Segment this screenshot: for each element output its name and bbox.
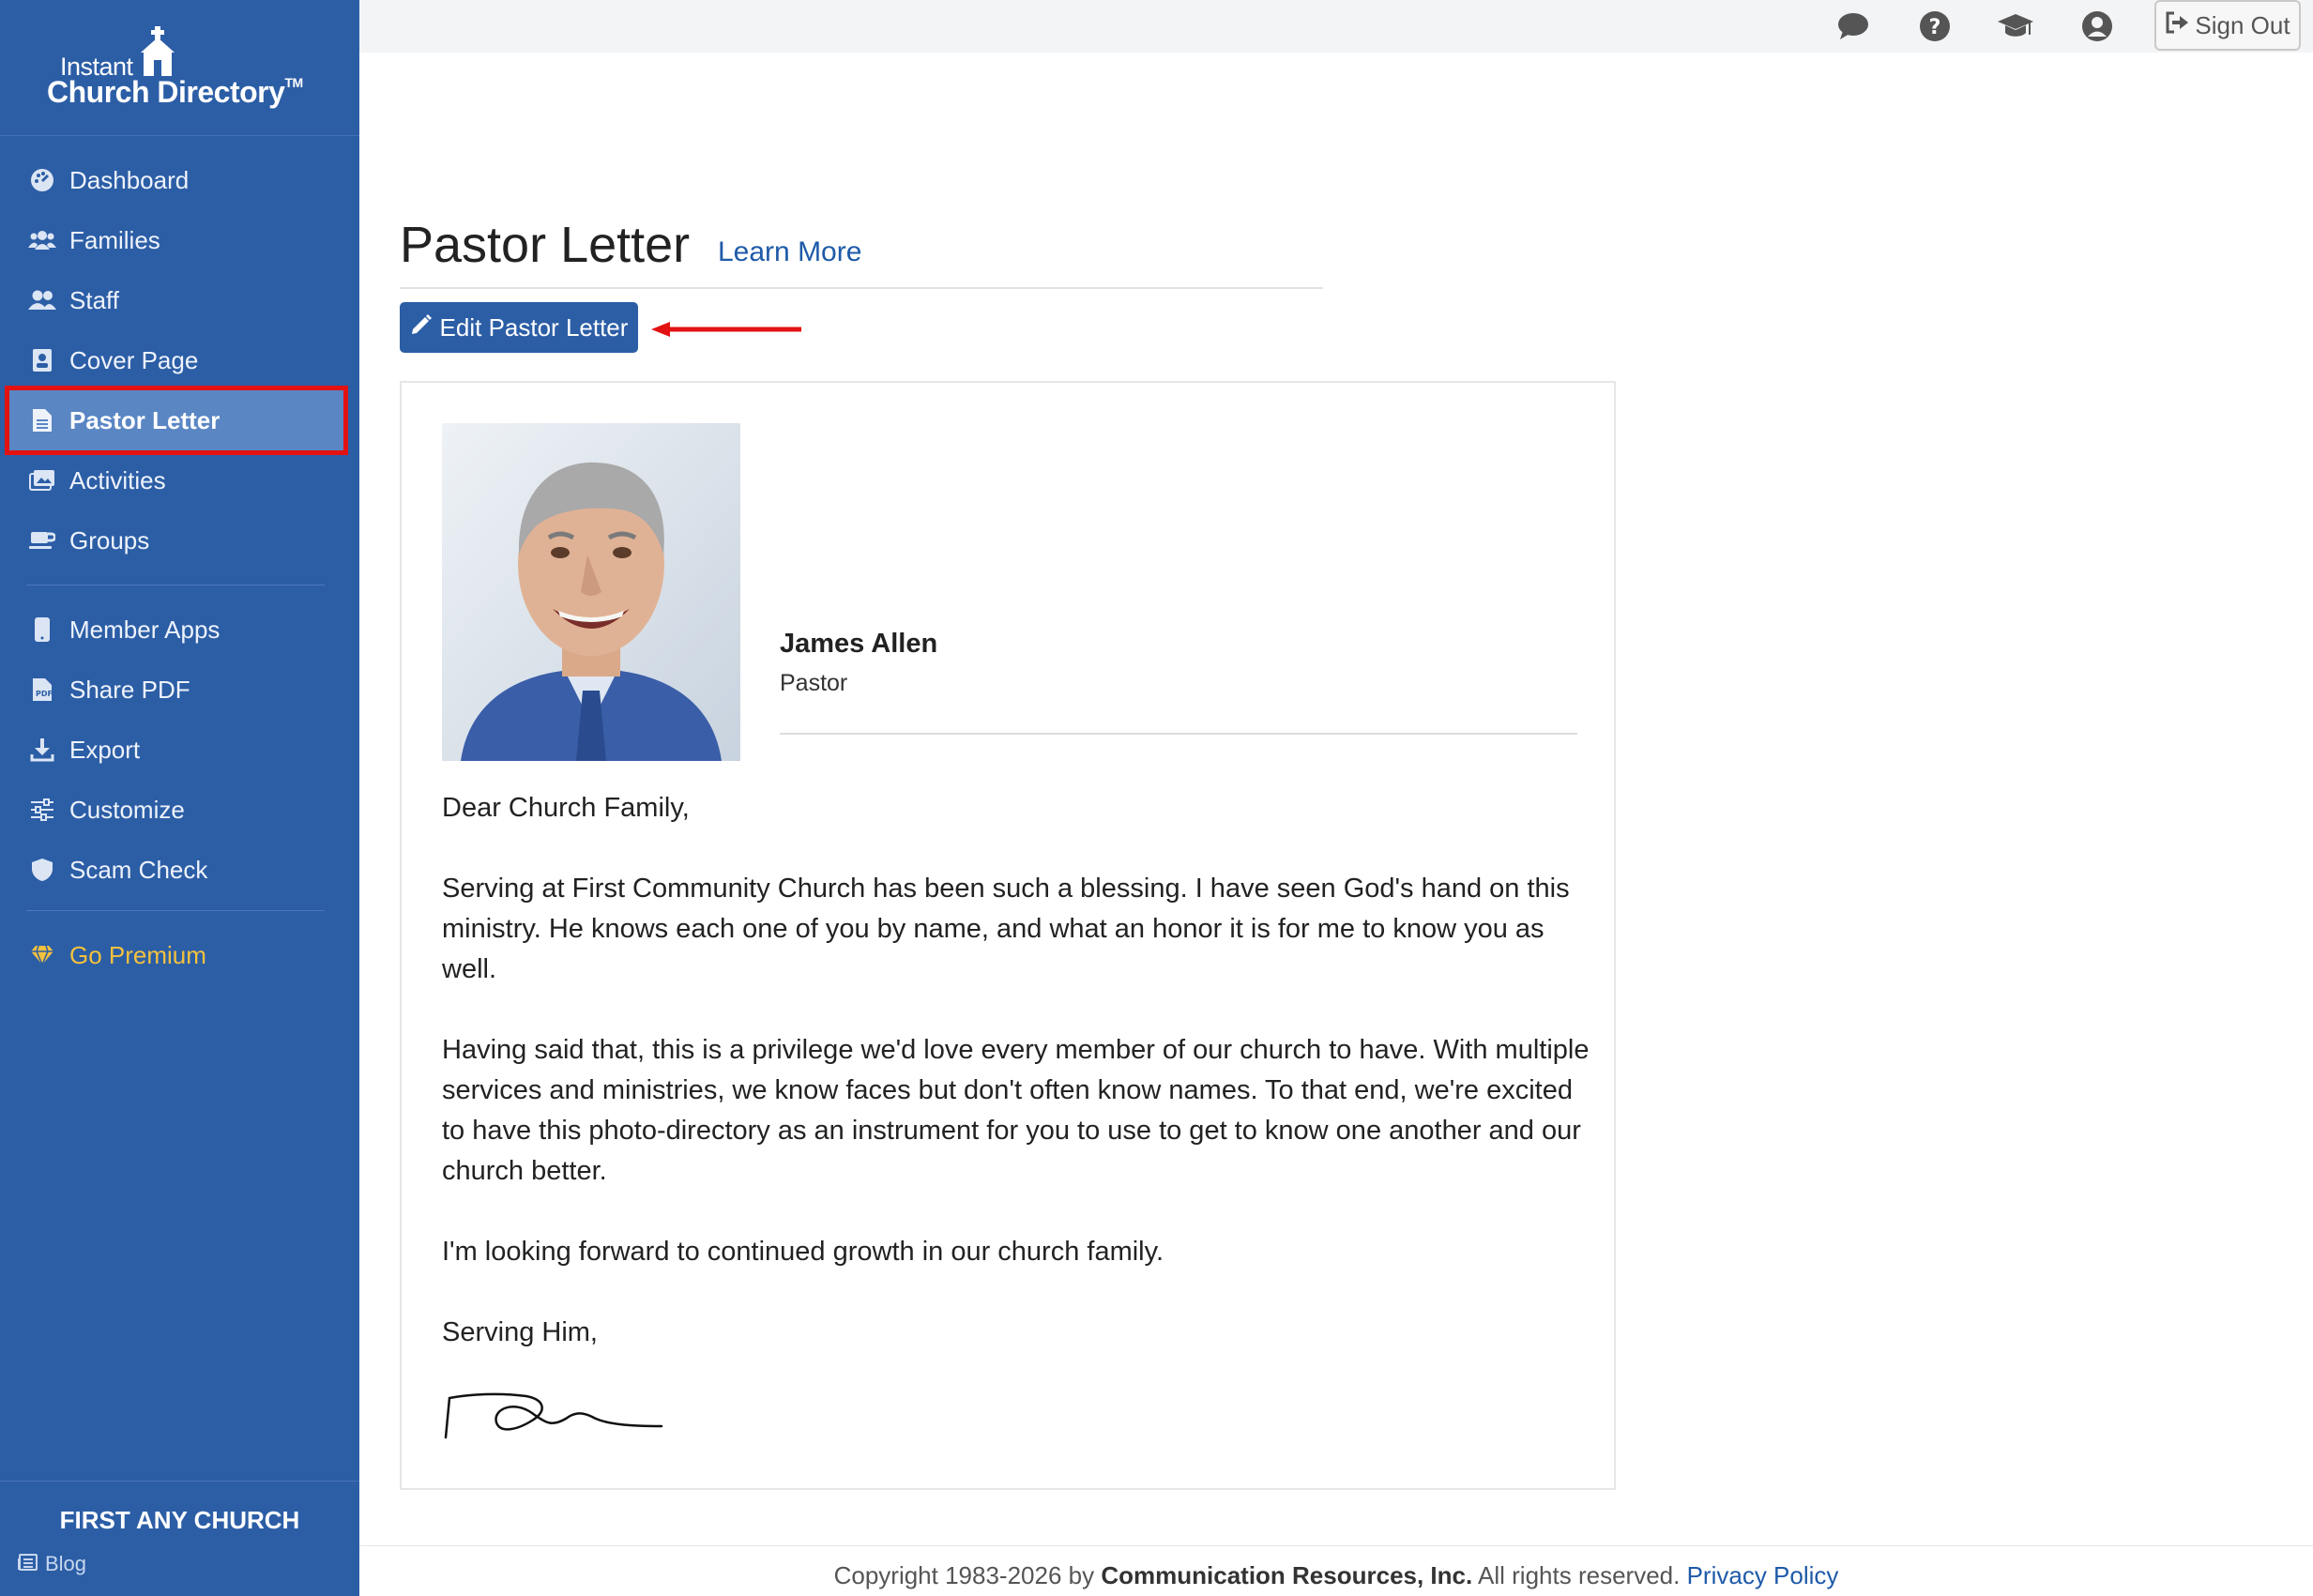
sidebar-divider — [0, 1481, 359, 1482]
pastor-letter-card — [400, 381, 1616, 1490]
sidebar-item-dashboard[interactable] — [9, 150, 343, 210]
letter-paragraph: I'm looking forward to continued growth in our church family. — [442, 1237, 1164, 1267]
top-bar — [359, 0, 2313, 53]
blog-label: Blog — [45, 1552, 87, 1575]
sidebar-item-activities[interactable] — [9, 450, 343, 510]
dashboard-gauge-icon — [28, 166, 56, 194]
sidebar-item-go-premium[interactable] — [9, 925, 343, 985]
logo-trademark: TM — [284, 75, 303, 90]
church-name: FIRST ANY CHURCH — [59, 1506, 300, 1534]
letter-paragraph: Serving at First Community Church has been such a blessing. I have seen God's hand on this ministry. He knows each one of you by name, and what an honor it is for me to know you as well. — [442, 874, 1570, 984]
title-divider — [400, 287, 1323, 289]
page-title: Pastor Letter — [400, 217, 691, 273]
sidebar-item-cover-page[interactable] — [9, 330, 343, 390]
name-divider — [780, 733, 1577, 735]
sidebar-item-label: Go Premium — [69, 940, 206, 969]
sidebar-item-scam-check[interactable] — [9, 840, 343, 900]
newspaper-icon — [17, 1552, 38, 1576]
sidebar-item-label: Activities — [69, 465, 166, 494]
sidebar-item-label: Cover Page — [69, 345, 199, 374]
logo-text-church-directory — [47, 75, 303, 110]
pencil-icon — [410, 313, 433, 342]
edit-pastor-letter-button[interactable] — [400, 302, 638, 353]
coffee-cup-icon — [28, 526, 56, 555]
user-group-icon — [28, 286, 56, 314]
chat-icon[interactable] — [1834, 8, 1872, 45]
pastor-name: James Allen — [780, 629, 938, 659]
sidebar-item-groups[interactable] — [9, 510, 343, 570]
pastor-signature — [442, 1377, 667, 1452]
company-name: Communication Resources, Inc. — [1101, 1561, 1473, 1589]
sidebar-item-staff[interactable] — [9, 270, 343, 330]
help-icon[interactable] — [1916, 8, 1954, 45]
sidebar-item-label: Families — [69, 225, 160, 254]
letter-body — [442, 788, 1596, 1393]
sign-out-button[interactable] — [2154, 0, 2301, 51]
gem-icon — [28, 941, 56, 969]
church-house-icon — [139, 24, 176, 77]
learn-more-link[interactable]: Learn More — [718, 236, 862, 267]
mobile-icon — [28, 616, 56, 644]
sidebar — [0, 0, 359, 1596]
account-icon[interactable] — [2078, 8, 2116, 45]
svg-text:PDF: PDF — [36, 690, 53, 698]
pdf-file-icon — [28, 676, 56, 704]
sidebar-item-label: Export — [69, 735, 141, 764]
sign-out-icon — [2165, 11, 2189, 40]
svg-text:?: ? — [1928, 16, 1941, 39]
sidebar-item-label: Customize — [69, 795, 185, 824]
graduation-cap-icon[interactable] — [1997, 8, 2034, 45]
file-text-icon — [28, 406, 56, 434]
sidebar-item-label: Dashboard — [69, 165, 190, 194]
sidebar-item-customize[interactable] — [9, 780, 343, 840]
blog-link[interactable] — [17, 1552, 86, 1576]
copyright-text: Copyright 1983-2026 by — [833, 1561, 1095, 1589]
sidebar-item-label: Groups — [69, 525, 150, 555]
letter-greeting: Dear Church Family, — [442, 793, 690, 823]
pastor-title: Pastor — [780, 670, 848, 696]
download-icon — [28, 736, 56, 764]
nav-divider — [26, 910, 325, 911]
id-badge-icon — [28, 346, 56, 374]
sidebar-item-pastor-letter[interactable] — [9, 390, 343, 450]
privacy-policy-link[interactable]: Privacy Policy — [1686, 1561, 1839, 1589]
shield-icon — [28, 856, 56, 884]
sign-out-label: Sign Out — [2195, 10, 2290, 39]
sliders-icon — [28, 796, 56, 824]
sidebar-item-label: Pastor Letter — [69, 405, 221, 434]
sidebar-item-export[interactable] — [9, 720, 343, 780]
letter-paragraph: Having said that, this is a privilege we'd love every member of our church to have. With multiple services and ministries, we know faces but don't often know names. To that end, we're excited to have this photo-directory as an instrument for you to use to get to know one another and our church better. — [442, 1035, 1590, 1186]
sidebar-item-label: Scam Check — [69, 855, 208, 884]
sidebar-item-share-pdf[interactable] — [9, 660, 343, 720]
footer-divider — [359, 1545, 2313, 1546]
logo-text-instant: Instant — [60, 53, 133, 81]
sidebar-item-label: Share PDF — [69, 675, 190, 704]
sidebar-item-label: Staff — [69, 285, 120, 314]
footer — [359, 1561, 2313, 1590]
sidebar-item-member-apps[interactable] — [9, 600, 343, 660]
sidebar-item-label: Member Apps — [69, 615, 221, 644]
app-logo[interactable] — [0, 0, 359, 136]
sidebar-item-families[interactable] — [9, 210, 343, 270]
red-arrow-annotation — [651, 317, 803, 342]
pastor-photo — [442, 423, 740, 761]
logo-text-main: Church Directory — [47, 75, 285, 109]
users-icon — [28, 226, 56, 254]
images-icon — [28, 466, 56, 494]
edit-pastor-letter-label: Edit Pastor Letter — [439, 312, 629, 342]
letter-closing: Serving Him, — [442, 1317, 598, 1347]
rights-text: All rights reserved. — [1478, 1561, 1681, 1589]
